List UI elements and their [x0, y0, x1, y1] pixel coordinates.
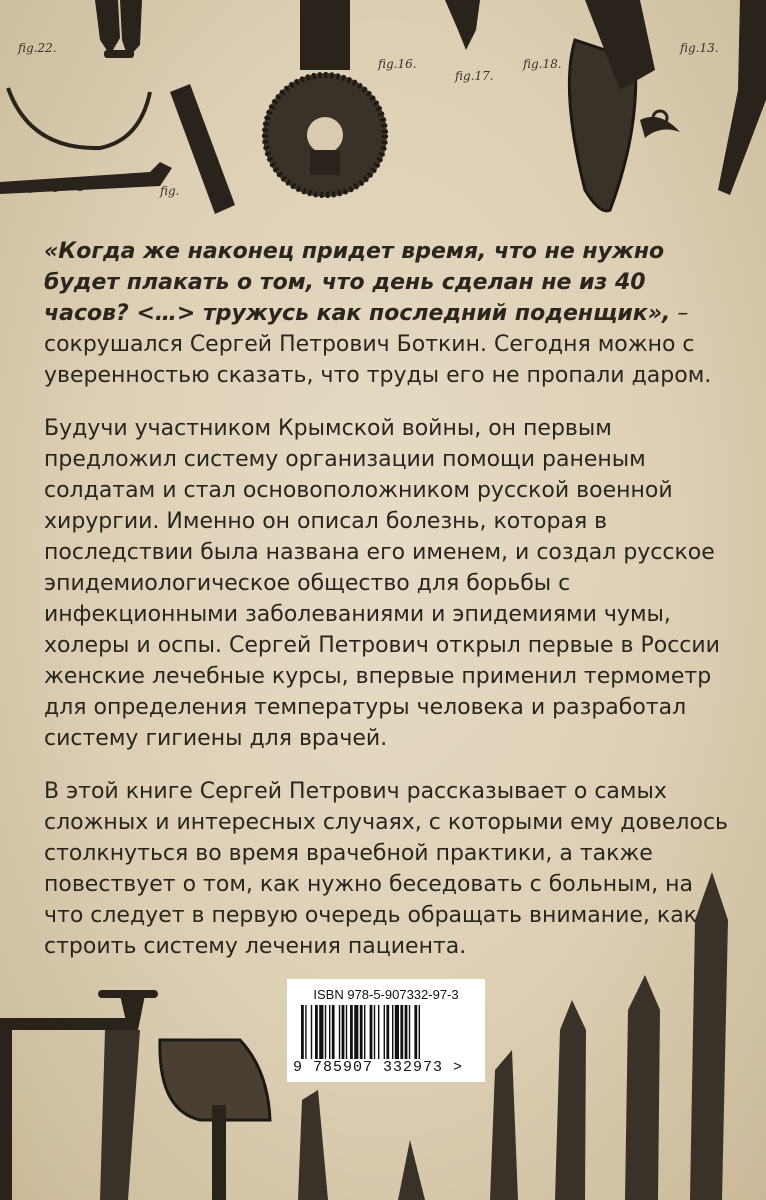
barcode-bar	[378, 1005, 379, 1059]
curved-needle-icon	[8, 88, 150, 148]
barcode-bar	[301, 1005, 304, 1059]
barcode-bar	[405, 1005, 408, 1059]
barcode-bar	[384, 1005, 385, 1059]
amputation-knife-icon	[160, 1040, 270, 1200]
barcode-bar	[386, 1005, 389, 1059]
scalpel-icon	[298, 1090, 328, 1200]
figure-label: fig.	[160, 184, 180, 198]
lancet-icon	[445, 0, 480, 50]
annotation-text	[44, 236, 734, 984]
barcode-bar	[346, 1005, 347, 1059]
figure-label: fig.18.	[523, 57, 562, 71]
hammer-icon	[0, 84, 235, 214]
figure-label: fig.22.	[18, 41, 57, 55]
barcode-bar	[325, 1005, 326, 1059]
barcode-bar	[319, 1005, 323, 1059]
barcode-bar	[370, 1005, 373, 1059]
barcode-bar	[419, 1005, 420, 1059]
barcode-bar	[350, 1005, 353, 1059]
barcode-bar	[374, 1005, 375, 1059]
sheathed-knife-icon	[569, 0, 680, 211]
serrated-wheel-icon	[263, 0, 387, 197]
isbn-digits: 9 785907 332973 >	[293, 1059, 464, 1076]
scalpel-icon	[490, 1050, 518, 1200]
barcode-bar	[395, 1005, 399, 1059]
barcode-bar	[354, 1005, 358, 1059]
barcode-bar	[305, 1005, 306, 1059]
barcode-bar	[400, 1005, 403, 1059]
figure-label: fig.13.	[680, 41, 719, 55]
barcode-bar	[332, 1005, 335, 1059]
barcode-bar	[329, 1005, 330, 1059]
barcode-bar	[342, 1005, 345, 1059]
scalpel-icon	[398, 1140, 425, 1200]
paragraph-biography: Будучи участником Крымской войны, он первым предложил систему организации помощи раненым солдатам и стал основоположником русской военной хирургии. Именно он описал болезнь, которая в последствии была названа его именем, и создал русское эпидемиологическое общество для борьбы с инфекционными заболеваниями и эпидемиями чумы, холеры и оспы. Сергей Петрович открыл первые в России женские лечебные курсы, впервые применил термометр для определения температуры человека и разработал систему гигиены для врачей.	[44, 416, 720, 751]
saw-icon	[718, 0, 766, 195]
barcode-icon	[301, 1005, 471, 1059]
barcode-bar	[360, 1005, 363, 1059]
botkin-quote: «Когда же наконец придет время, что не нужно будет плакать о том, что день сделан не из 40 часов? <…> тружусь как последний поденщик»,	[44, 239, 671, 326]
paragraph-quote	[44, 236, 734, 391]
barcode-bar	[414, 1005, 417, 1059]
barcode-bar	[311, 1005, 312, 1059]
isbn-barcode-block	[287, 979, 485, 1082]
barcode-bar	[364, 1005, 365, 1059]
scalpel-icon	[625, 975, 660, 1200]
figure-label: fig.17.	[455, 69, 494, 83]
forceps-icon	[95, 0, 142, 58]
paragraph-book-summary: В этой книге Сергей Петрович рассказывает о самых сложных и интересных случаях, с которыми ему довелось столкнуться во время врачебной практики, а также повествует о том, как нужно беседовать с больным, на что следует в первую очередь обращать внимание, как строить систему лечения пациента.	[44, 779, 729, 959]
barcode-bar	[339, 1005, 340, 1059]
bone-saw-icon	[0, 990, 158, 1200]
barcode-bar	[315, 1005, 318, 1059]
barcode-bar	[409, 1005, 410, 1059]
barcode-bar	[392, 1005, 393, 1059]
scalpel-icon	[555, 1000, 586, 1200]
figure-label: fig.16.	[378, 57, 417, 71]
quote-attribution: – сокрушался Сергей Петрович Боткин. Сегодня можно с уверенностью сказать, что труды его не пропали даром.	[44, 301, 712, 388]
isbn-label: ISBN 978-5-907332-97-3	[313, 987, 459, 1002]
